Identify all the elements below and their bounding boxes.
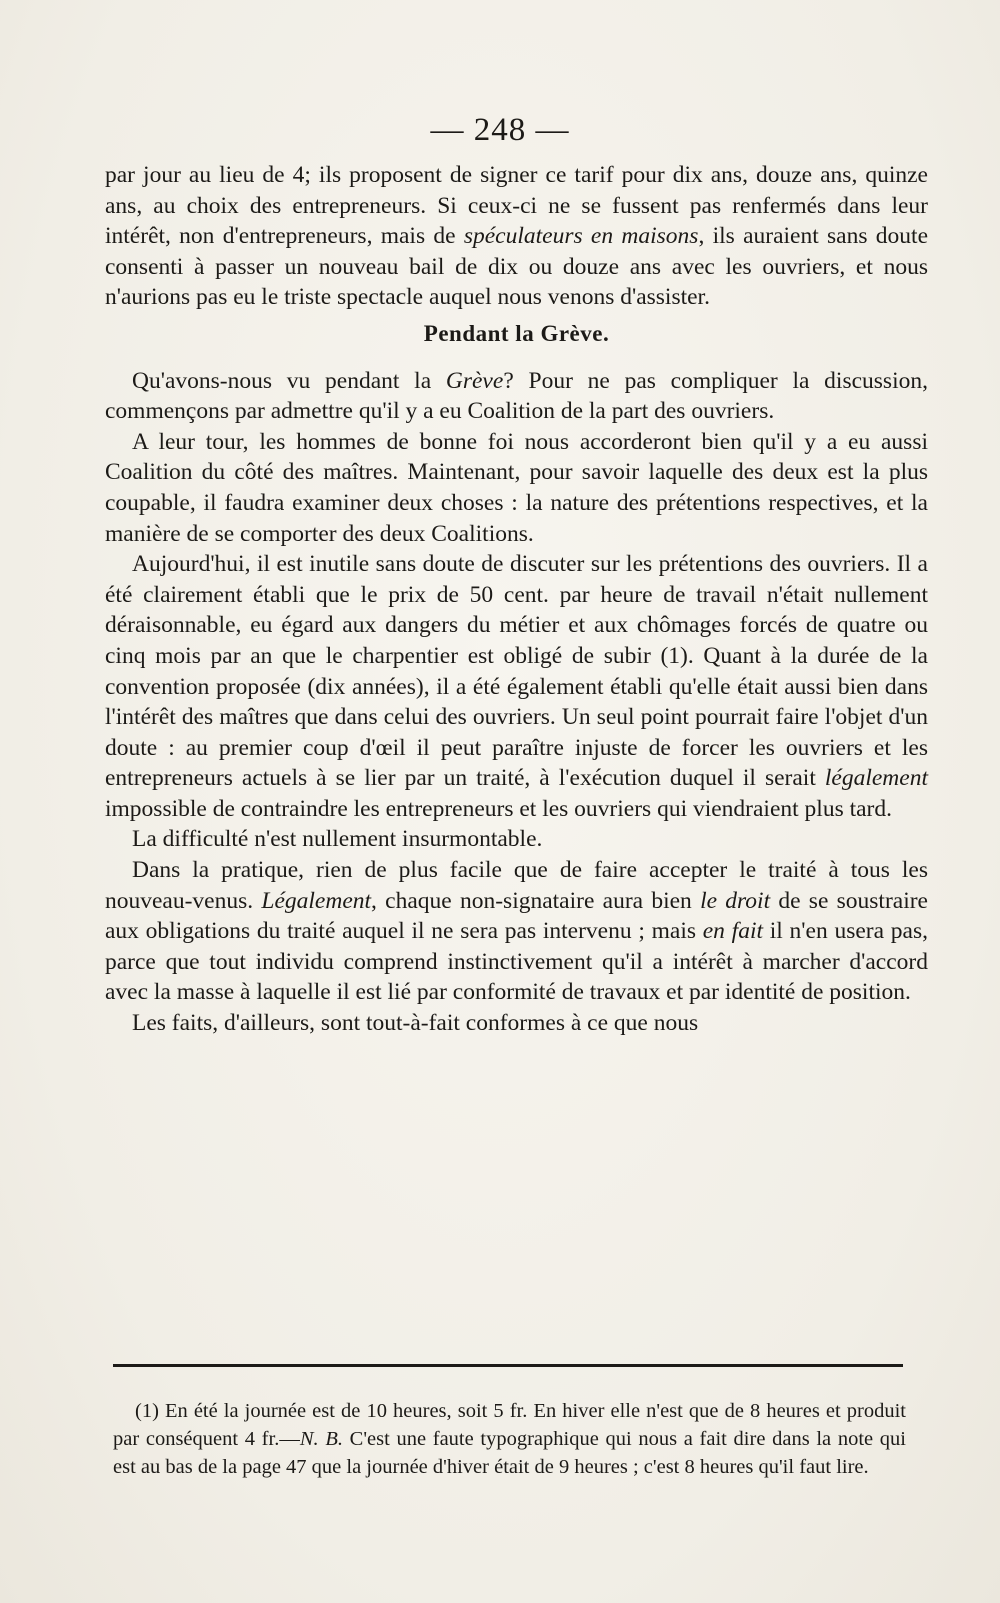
page-number: — 248 — [430,112,570,148]
footnote [113,1397,906,1481]
paragraph-7: Les faits, d'ailleurs, sont tout-à-fait conformes à ce que nous [132,1010,699,1037]
paragraph-2: Qu'avons-nous vu pendant la Grève? Pour ne pas compliquer la discussion, commençons par admettre qu'il y a eu Coalition de la part des ouvriers. [105,367,928,425]
main-text [105,160,928,1039]
paragraph-6: Dans la pratique, rien de plus facile que de faire accepter le traité à tous les nouveau-venus. Légalement, chaque non-signataire aura bien le droit de se soustraire aux obligations du traité auquel il ne sera pas intervenu ; mais en fait il n'en usera pas, parce que tout individu comprend instinctivement qu'il a intérêt à marcher d'accord avec la masse à laquelle il est lié par conformité de travaux et par identité de position. [105,857,928,1006]
paragraph-4: Aujourd'hui, il est inutile sans doute de discuter sur les prétentions des ouvriers. Il a été clairement établi que le prix de 50 cent. par heure de travail n'était nullement déraisonnable, eu égard aux dangers du métier et aux chômages forcés de quatre ou cinq mois par an que le charpentier est obligé de subir (1). Quant à la durée de la convention proposée (dix années), il a été également établi qu'elle était aussi bien dans l'intérêt des maîtres que dans celui des ouvriers. Un seul point pourrait faire l'objet d'un doute : au premier coup d'œil il peut paraître injuste de forcer les ouvriers et les entrepreneurs actuels à se lier par un traité, à l'exécution duquel il serait légalement impossible de contraindre les entrepreneurs et les ouvriers qui viendraient plus tard. [105,551,928,822]
paragraph-1: par jour au lieu de 4; ils proposent de signer ce tarif pour dix ans, douze ans, quinze ans, au choix des entrepreneurs. Si ceux-ci ne se fussent pas renfermés dans leur intérêt, non d'entrepreneurs, mais de spéculateurs en maisons, ils auraient sans doute consenti à passer un nouveau bail de dix ou douze ans avec les ouvriers, et nous n'aurions pas eu le triste spectacle auquel nous venons d'assister. [105,162,928,311]
footnote-text: (1) En été la journée est de 10 heures, soit 5 fr. En hiver elle n'est que de 8 heures et produit par conséquent 4 fr.—N. B. C'est une faute typographique qui nous a fait dire dans la note qui est au bas de la page 47 que la journée d'hiver était de 9 heures ; c'est 8 heures qu'il faut lire. [113,1400,906,1478]
paragraph-3: A leur tour, les hommes de bonne foi nous accorderont bien qu'il y a eu aussi Coalition du côté des maîtres. Maintenant, pour savoir laquelle des deux est la plus coupable, il faudra examiner deux choses : la nature des prétentions respectives, et la manière de se comporter des deux Coalitions. [105,428,928,547]
section-heading: Pendant la Grève. [423,320,610,346]
paragraph-5: La difficulté n'est nullement insurmontable. [132,826,543,853]
footnote-separator [113,1364,903,1367]
